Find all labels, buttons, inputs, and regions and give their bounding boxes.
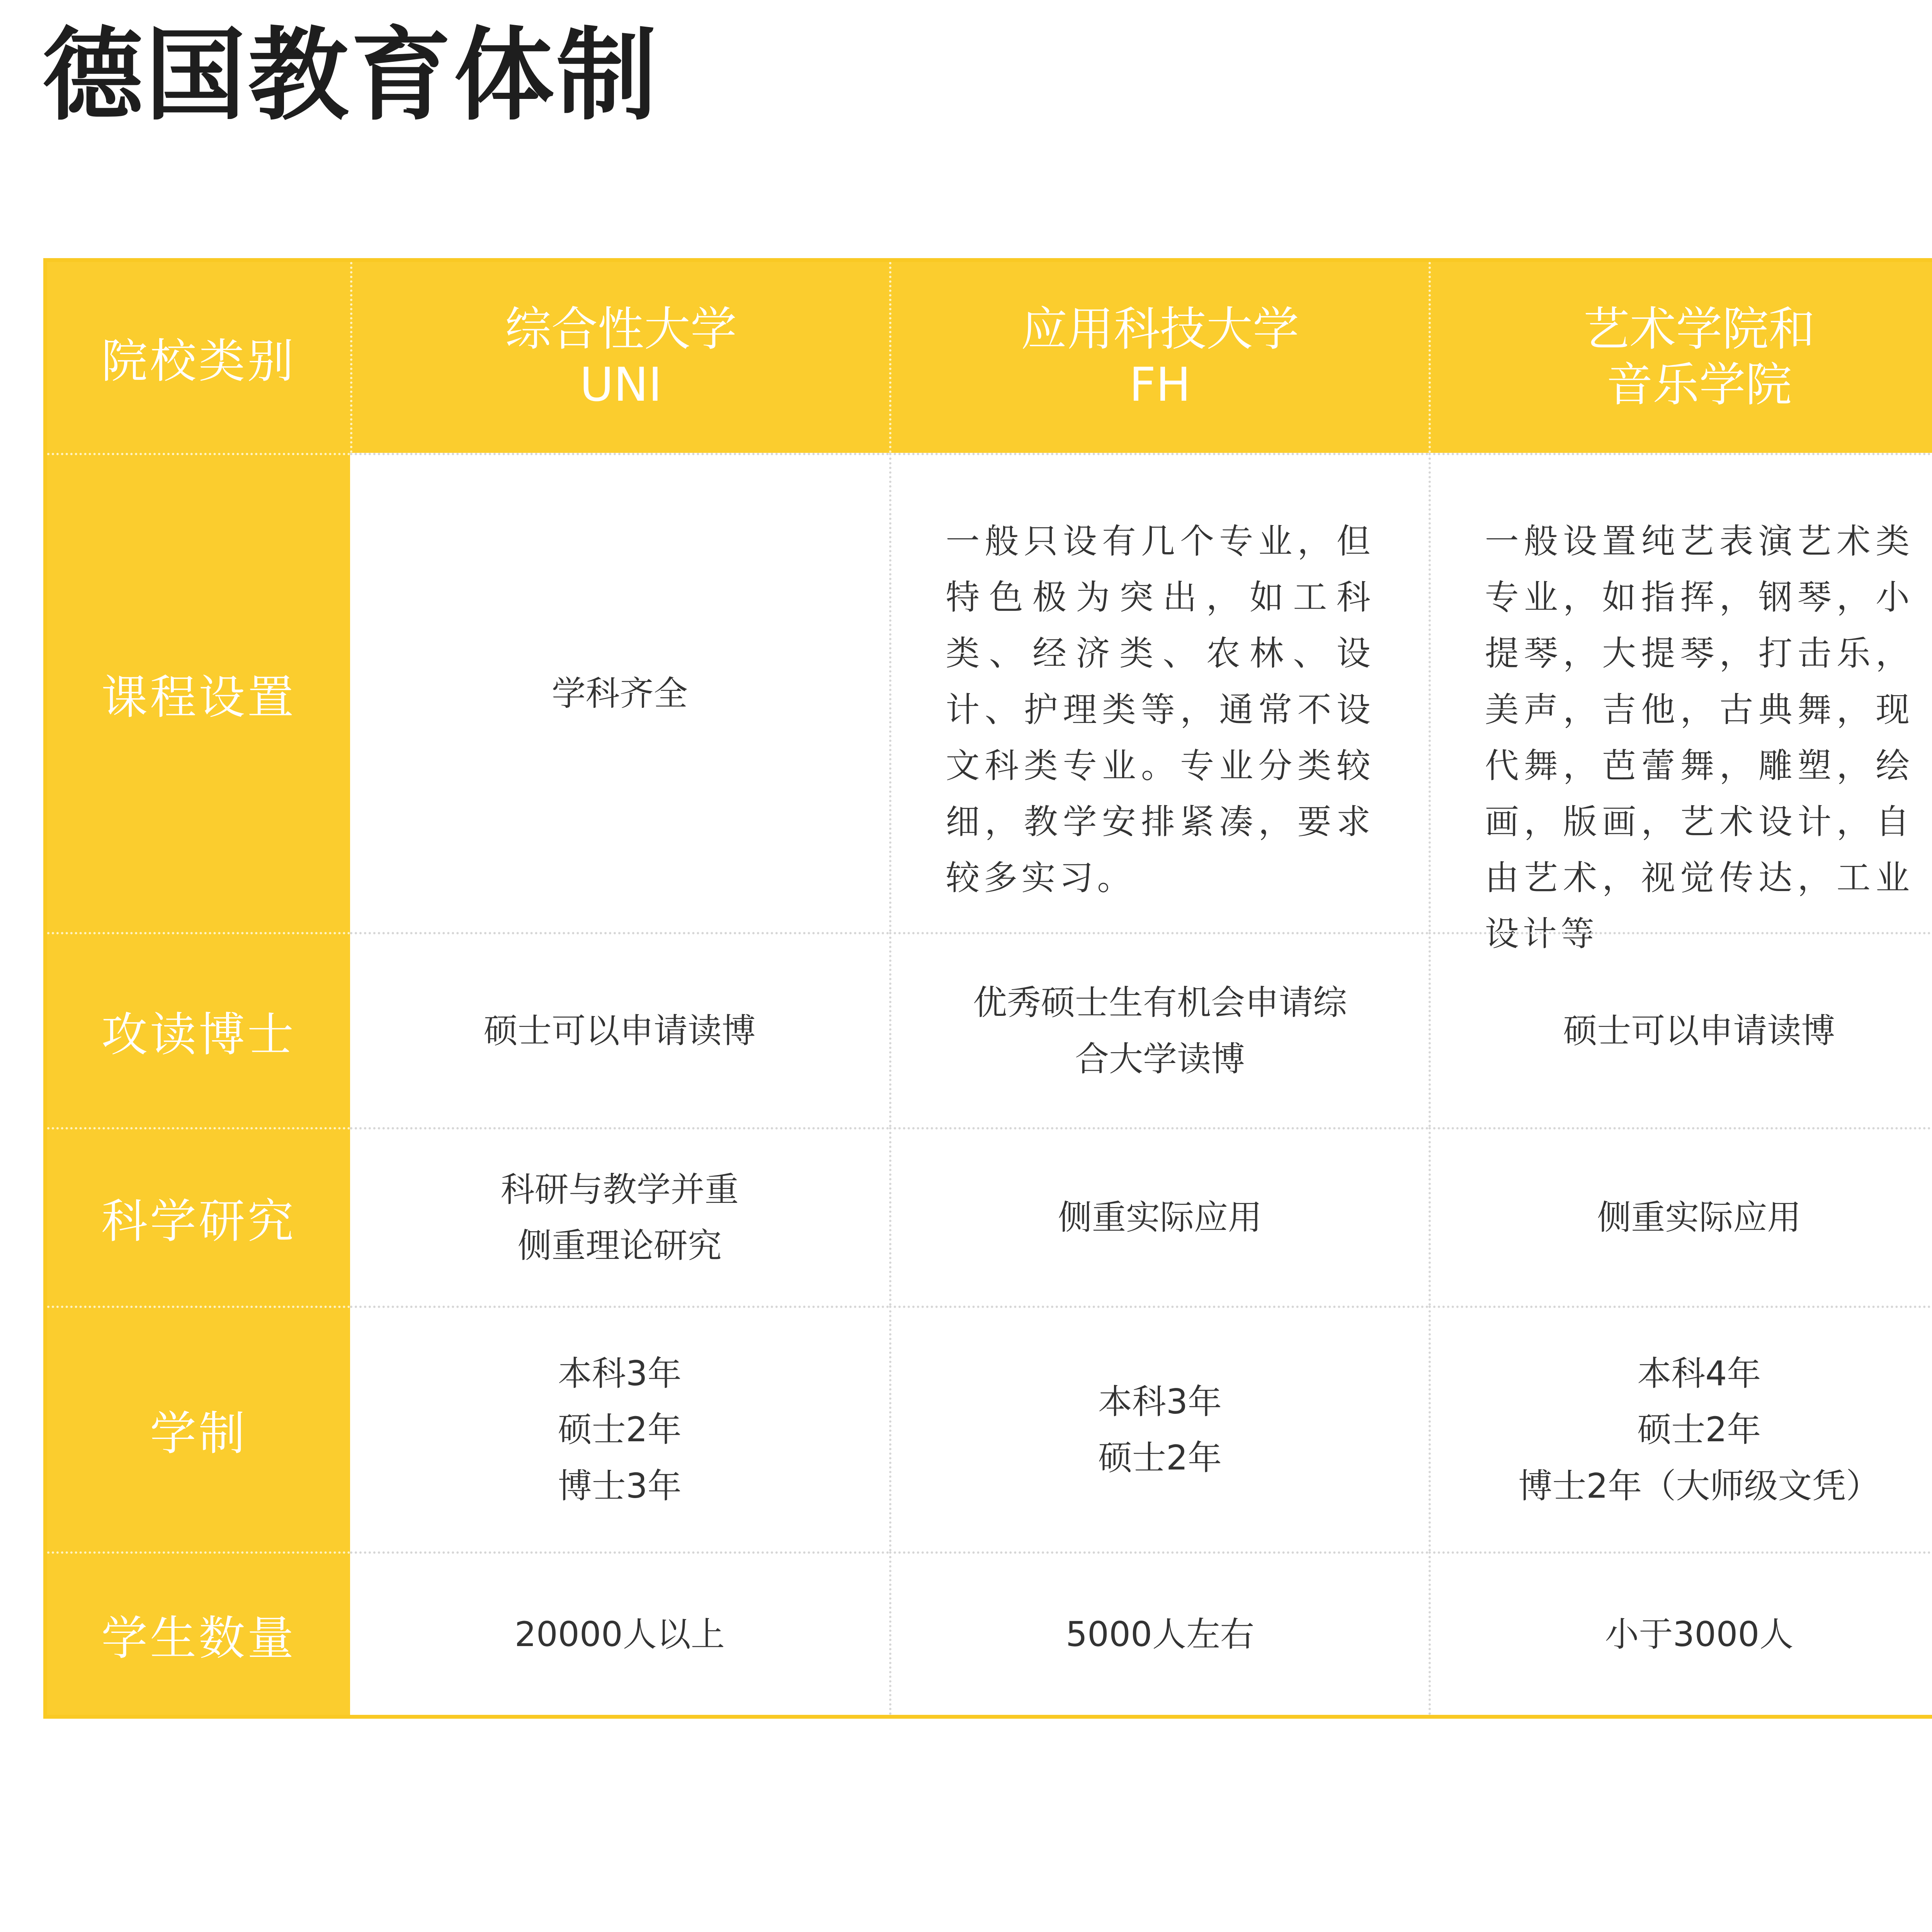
row-label: 学生数量 — [101, 1611, 296, 1665]
table-row-curriculum — [47, 453, 1932, 954]
table-cell — [1429, 932, 1932, 1127]
cell-text: 硕士2年 — [1098, 1438, 1222, 1478]
header-column-uni — [350, 262, 889, 453]
cell-text: 侧重实际应用 — [1597, 1197, 1801, 1238]
table-cell — [889, 1306, 1428, 1551]
row-label-cell — [47, 1551, 350, 1715]
row-label: 学制 — [150, 1407, 248, 1461]
table-row-research — [47, 1127, 1932, 1306]
header-column-art — [1429, 262, 1932, 453]
cell-text: 侧重理论研究 — [517, 1226, 722, 1265]
cell-text: 学科齐全 — [551, 673, 688, 714]
row-label-cell — [47, 1306, 350, 1551]
header-column-subtitle: 音乐学院 — [1606, 358, 1792, 412]
cell-text: 合大学读博 — [1075, 1039, 1245, 1079]
header-column-fh — [889, 262, 1428, 453]
table-row-students — [47, 1551, 1932, 1715]
cell-text: 博士3年 — [558, 1466, 682, 1506]
table-cell — [889, 1127, 1428, 1306]
table-row-duration — [47, 1306, 1932, 1551]
table-cell — [350, 1306, 889, 1551]
table-cell — [889, 1551, 1428, 1715]
cell-text: 本科3年 — [558, 1354, 682, 1394]
cell-text: 科研与教学并重 — [500, 1169, 739, 1209]
cell-text: 5000人左右 — [1066, 1614, 1255, 1654]
table-row-doctorate — [47, 932, 1932, 1127]
header-label: 院校类别 — [101, 335, 296, 388]
table-cell — [350, 1551, 889, 1715]
cell-text: 一般设置纯艺表演艺术类专业，如指挥，钢琴，小提琴，大提琴，打击乐，美声，吉他，古典舞，现代舞，芭蕾舞，雕塑，绘画，版画，艺术设计，自由艺术，视觉传达，工业设计等 — [1485, 521, 1914, 954]
table-cell — [350, 453, 889, 932]
cell-text: 硕士可以申请读博 — [483, 1010, 756, 1051]
header-column-title: 艺术学院和 — [1583, 303, 1815, 356]
header-column-subtitle: UNI — [580, 358, 662, 412]
table-cell — [1429, 1306, 1932, 1551]
cell-text: 硕士2年 — [558, 1410, 682, 1450]
table-cell — [889, 932, 1428, 1127]
education-comparison-table — [43, 258, 1932, 1719]
table-cell — [350, 932, 889, 1127]
row-label: 科学研究 — [101, 1195, 296, 1248]
cell-text: 优秀硕士生有机会申请综 — [973, 983, 1347, 1023]
cell-text: 硕士可以申请读博 — [1563, 1010, 1835, 1051]
table-cell — [350, 1127, 889, 1306]
page-title: 德国教育体制 — [43, 17, 659, 134]
table-cell — [1429, 453, 1932, 954]
row-label: 课程设置 — [101, 671, 296, 724]
cell-text: 本科4年 — [1637, 1354, 1761, 1394]
row-label-cell — [47, 1127, 350, 1306]
table-cell — [1429, 1551, 1932, 1715]
header-column-title: 应用科技大学 — [1021, 303, 1299, 356]
row-label-cell — [47, 932, 350, 1127]
table-cell — [1429, 1127, 1932, 1306]
cell-text: 硕士2年 — [1637, 1410, 1761, 1450]
cell-text: 侧重实际应用 — [1058, 1197, 1262, 1238]
cell-text: 20000人以上 — [514, 1614, 725, 1654]
header-column-title: 综合性大学 — [505, 303, 737, 356]
header-column-subtitle: FH — [1129, 358, 1191, 412]
row-label: 攻读博士 — [101, 1008, 296, 1062]
cell-text: 本科3年 — [1098, 1381, 1222, 1422]
cell-text: 博士2年（大师级文凭） — [1518, 1466, 1880, 1506]
cell-text: 一般只设有几个专业，但特色极为突出，如工科类、经济类、农林、设计、护理类等，通常不设文科类专业。专业分类较细，教学安排紧凑，要求较多实习。 — [946, 521, 1374, 898]
row-label-cell — [47, 453, 350, 932]
table-header-row — [47, 262, 1932, 453]
header-label-cell — [47, 262, 350, 453]
table-cell — [889, 453, 1428, 932]
cell-text: 小于3000人 — [1605, 1614, 1794, 1654]
